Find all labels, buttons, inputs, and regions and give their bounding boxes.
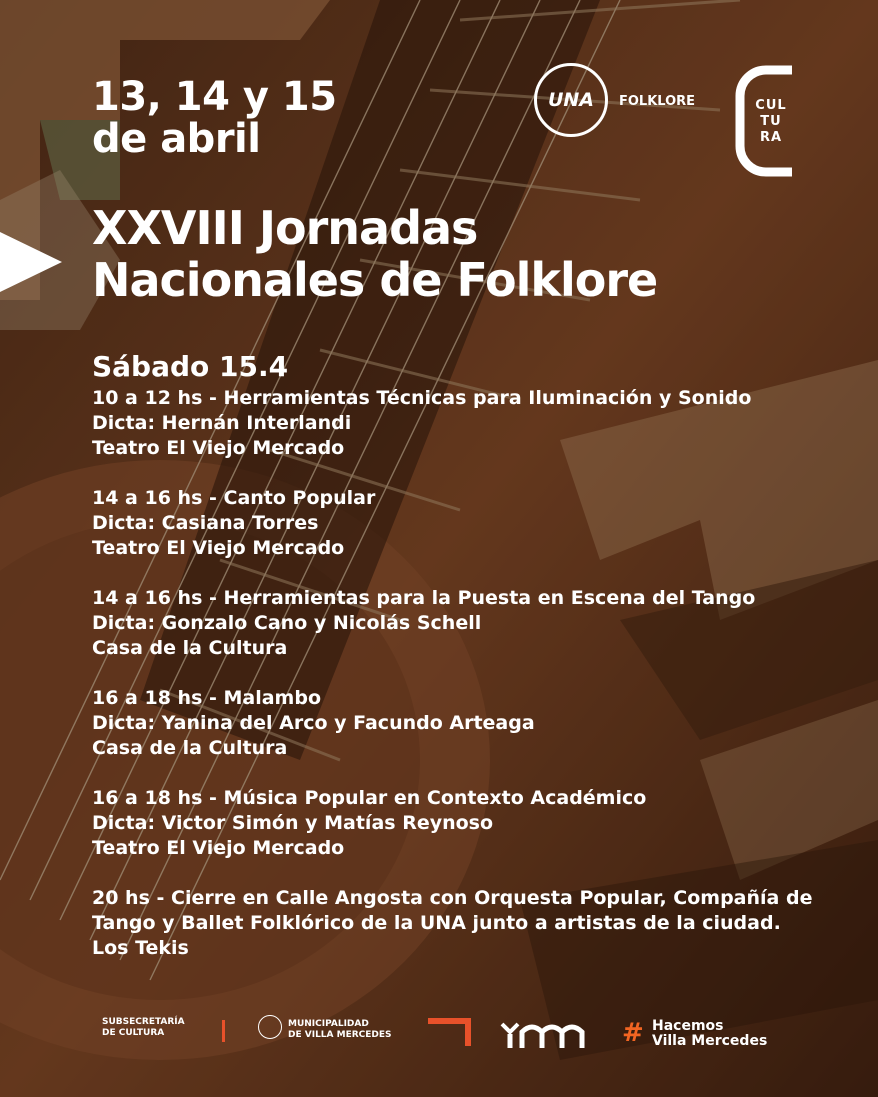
divider-bar [222, 1020, 225, 1042]
schedule-item-teacher: Dicta: Hernán Interlandi [92, 412, 352, 434]
schedule-item-teacher: Dicta: Gonzalo Cano y Nicolás Schell [92, 612, 482, 634]
date-line: 13, 14 y 15 [92, 74, 337, 120]
closing-item [92, 886, 852, 961]
schedule-item-teacher: Dicta: Victor Simón y Matías Reynoso [92, 812, 494, 834]
subsecretaria-line: SUBSECRETARÍA [102, 1017, 185, 1027]
schedule-item-venue: Teatro El Viejo Mercado [92, 437, 345, 459]
closing-band: Los Tekis [92, 937, 189, 959]
schedule-item-venue: Teatro El Viejo Mercado [92, 537, 345, 559]
day-heading: Sábado 15.4 [92, 350, 289, 383]
hashtag-logo [652, 1019, 767, 1049]
municipalidad-line: MUNICIPALIDAD [288, 1019, 369, 1029]
hashtag-line: Hacemos [652, 1018, 724, 1034]
cultura-logo-line: CUL [755, 98, 787, 113]
closing-text: 20 hs - Cierre en Calle Angosta con Orquesta Popular, Compañía de Tango y Ballet Folklórico de la UNA junto a artistas de la ciudad. [92, 887, 813, 934]
event-title [92, 202, 657, 306]
hashtag-line: Villa Mercedes [652, 1033, 768, 1049]
corner-mark-icon [428, 1018, 472, 1046]
schedule-item [92, 586, 852, 661]
municipalidad-line: DE VILLA MERCEDES [288, 1030, 392, 1040]
cultura-logo-text [742, 98, 800, 146]
hashtag-icon: # [622, 1018, 644, 1048]
schedule-item-title: 16 a 18 hs - Música Popular en Contexto Académico [92, 787, 647, 809]
schedule-item-title: 16 a 18 hs - Malambo [92, 687, 322, 709]
schedule-item-teacher: Dicta: Yanina del Arco y Facundo Arteaga [92, 712, 535, 734]
schedule-item-title: 14 a 16 hs - Canto Popular [92, 487, 376, 509]
ivm-logo-icon [500, 1020, 590, 1050]
schedule-item-venue: Teatro El Viejo Mercado [92, 837, 345, 859]
schedule-item [92, 686, 852, 761]
schedule-item-venue: Casa de la Cultura [92, 737, 288, 759]
title-line: Nacionales de Folklore [92, 253, 658, 307]
schedule-item-title: 14 a 16 hs - Herramientas para la Puesta en Escena del Tango [92, 587, 756, 609]
schedule-item [92, 486, 852, 561]
cultura-logo-line: TU [760, 114, 782, 129]
una-logo-text: UNA [547, 89, 595, 111]
schedule [92, 386, 852, 986]
title-line: XXVIII Jornadas [92, 201, 478, 255]
subsecretaria-line: DE CULTURA [102, 1028, 165, 1038]
schedule-item-title: 10 a 12 hs - Herramientas Técnicas para Iluminación y Sonido [92, 387, 752, 409]
date-line: de abril [92, 116, 261, 162]
subsecretaria-logo [102, 1017, 185, 1039]
schedule-item [92, 786, 852, 861]
event-dates [92, 76, 337, 160]
schedule-item [92, 386, 852, 461]
schedule-item-teacher: Dicta: Casiana Torres [92, 512, 319, 534]
schedule-item-venue: Casa de la Cultura [92, 637, 288, 659]
cultura-logo-line: RA [759, 130, 783, 145]
folklore-label: FOLKLORE [619, 94, 696, 109]
una-logo [534, 63, 608, 137]
municipal-seal-icon [258, 1015, 282, 1039]
municipalidad-logo [288, 1019, 392, 1041]
